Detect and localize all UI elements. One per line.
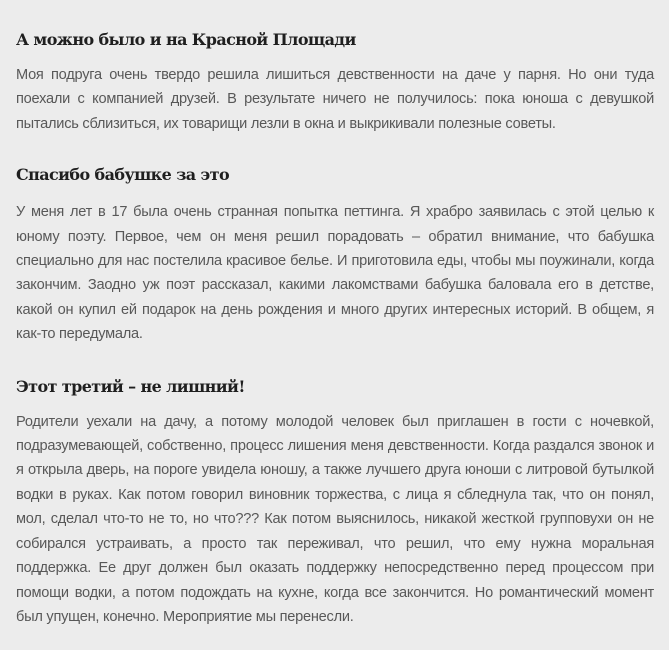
section-heading: Спасибо бабушке за это (16, 165, 230, 185)
section-paragraph: Моя подруга очень твердо решила лишиться девственности на даче у парня. Но они туда поехали с компанией друзей. В результате ничего не получилось: пока юноша с девушкой пытались сблизиться, их товарищи лезли в окна и выкрикивали полезные советы. (16, 67, 654, 132)
section-heading: А можно было и на Красной Площади (16, 30, 356, 49)
section-heading: Этот третий – не лишний! (16, 376, 245, 396)
section-paragraph: У меня лет в 17 была очень странная попытка петтинга. Я храбро заявилась с этой целью к юному поэту. Первое, чем он меня решил порадовать – обратил внимание, что бабушка специально для нас постелила красивое белье. И приготовила еды, чтобы мы поужинали, когда закончим. Заодно уж поэт рассказал, какими лакомствами бабушка баловала его в детстве, какой он купил ей подарок на день рождения и много других интересных историй. В общем, я как-то передумала. (16, 204, 654, 343)
section-paragraph: Родители уехали на дачу, а потому молодой человек был приглашен в гости с ночевкой, подразумевающей, собственно, процесс лишения меня девственности. Когда раздался звонок и я открыла дверь, на пороге увидела юношу, а также лучшего друга юноши с литровой бутылкой водки в руках. Как потом говорил виновник торжества, с лица я сбледнула так, что он понял, мол, сделал что-то не то, но что??? Как потом выяснилось, никакой жесткой групповухи он не собирался устраивать, а просто так переживал, что решил, что ему нужна моральная поддержка. Ее друг должен был оказать поддержку непосредственно перед процессом при помощи водки, а потом подождать на кухне, когда все закончится. Но романтический момент был упущен, конечно. Мероприятие мы перенесли. (16, 413, 654, 625)
